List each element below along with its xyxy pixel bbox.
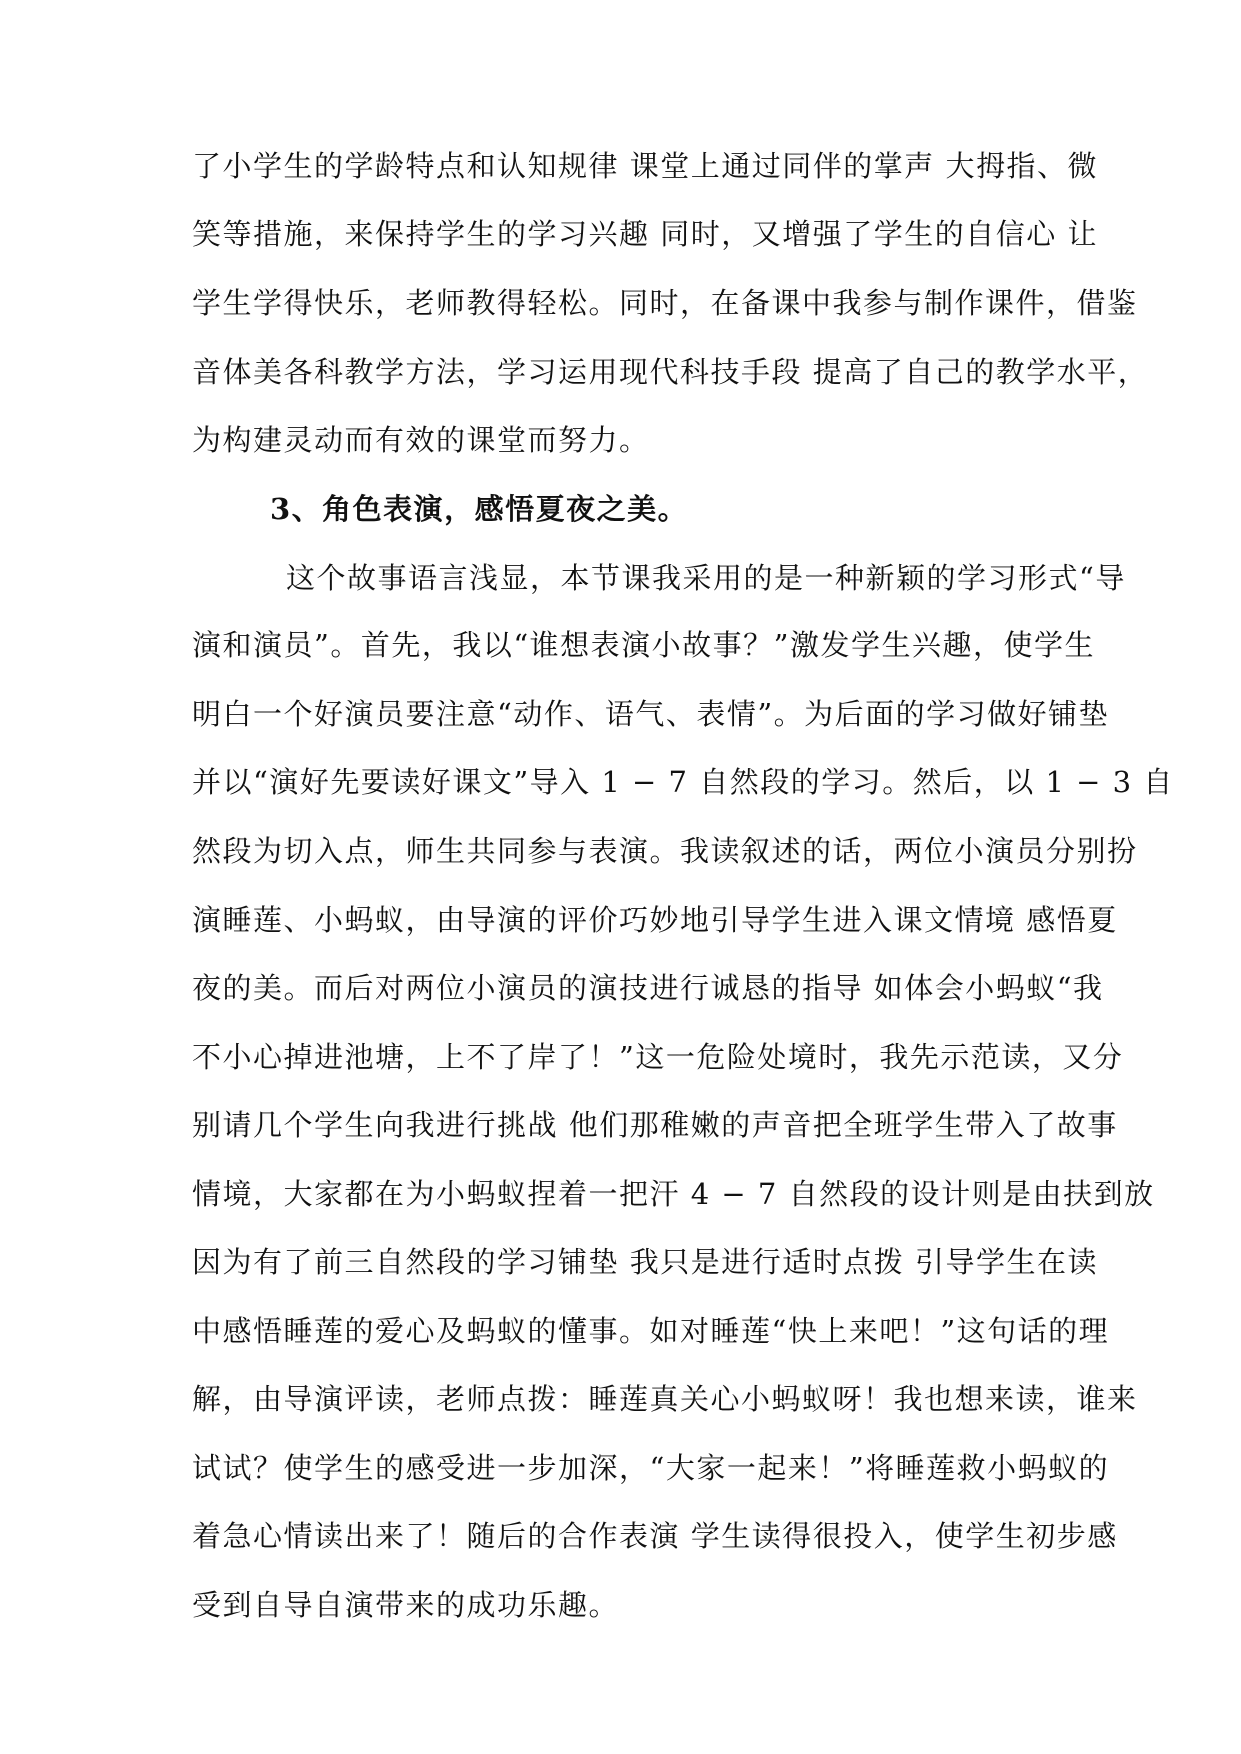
paragraph2-line-5: 然段为切入点，师生共同参与表演。我读叙述的话，两位小演员分别扮 (192, 834, 1138, 868)
paragraph2-line-6: 演睡莲、小蚂蚁，由导演的评价巧妙地引导学生进入课文情境 感悟夏 (192, 903, 1118, 937)
paragraph2-line-3: 明白一个好演员要注意“动作、语气、表情”。为后面的学习做好铺垫 (192, 697, 1110, 731)
paragraph2-line-13: 解，由导演评读，老师点拨：睡莲真关心小蚂蚁呀！我也想来读，谁来 (192, 1382, 1138, 1416)
paragraph2-line-2: 演和演员”。首先，我以“谁想表演小故事？”激发学生兴趣，使学生 (192, 628, 1095, 662)
paragraph1-line-1: 了小学生的学龄特点和认知规律 课堂上通过同伴的掌声 大拇指、微 (192, 149, 1098, 183)
paragraph2-line-12: 中感悟睡莲的爱心及蚂蚁的懂事。如对睡莲“快上来吧！”这句话的理 (192, 1314, 1110, 1348)
paragraph2-line-14: 试试？使学生的感受进一步加深，“大家一起来！”将睡莲救小蚂蚁的 (192, 1451, 1110, 1485)
paragraph1-line-2: 笑等措施，来保持学生的学习兴趣 同时，又增强了学生的自信心 让 (192, 217, 1098, 251)
paragraph2-line-1: 这个故事语言浅显，本节课我采用的是一种新颖的学习形式“导 (286, 561, 1126, 595)
paragraph2-line-8: 不小心掉进池塘，上不了岸了！”这一危险处境时，我先示范读，又分 (192, 1040, 1124, 1074)
paragraph2-line-9: 别请几个学生向我进行挑战 他们那稚嫩的声音把全班学生带入了故事 (192, 1108, 1118, 1142)
paragraph1-line-4: 音体美各科教学方法，学习运用现代科技手段 提高了自己的教学水平， (192, 355, 1149, 389)
paragraph2-line-16: 受到自导自演带来的成功乐趣。 (192, 1588, 620, 1622)
paragraph2-line-11: 因为有了前三自然段的学习铺垫 我只是进行适时点拨 引导学生在读 (192, 1245, 1098, 1279)
paragraph2-line-10: 情境，大家都在为小蚂蚁捏着一把汗 4 − 7 自然段的设计则是由扶到放 (192, 1177, 1155, 1211)
paragraph2-line-7: 夜的美。而后对两位小演员的演技进行诚恳的指导 如体会小蚂蚁“我 (192, 971, 1104, 1005)
paragraph1-line-5: 为构建灵动而有效的课堂而努力。 (192, 423, 650, 457)
section-heading: 3、角色表演，感悟夏夜之美。 (270, 492, 689, 526)
paragraph1-line-3: 学生学得快乐，老师教得轻松。同时，在备课中我参与制作课件，借鉴 (192, 286, 1138, 320)
paragraph2-line-15: 着急心情读出来了！随后的合作表演 学生读得很投入，使学生初步感 (192, 1519, 1118, 1553)
paragraph2-line-4: 并以“演好先要读好课文”导入 1 − 7 自然段的学习。然后，以 1 − 3 自 (192, 765, 1174, 799)
